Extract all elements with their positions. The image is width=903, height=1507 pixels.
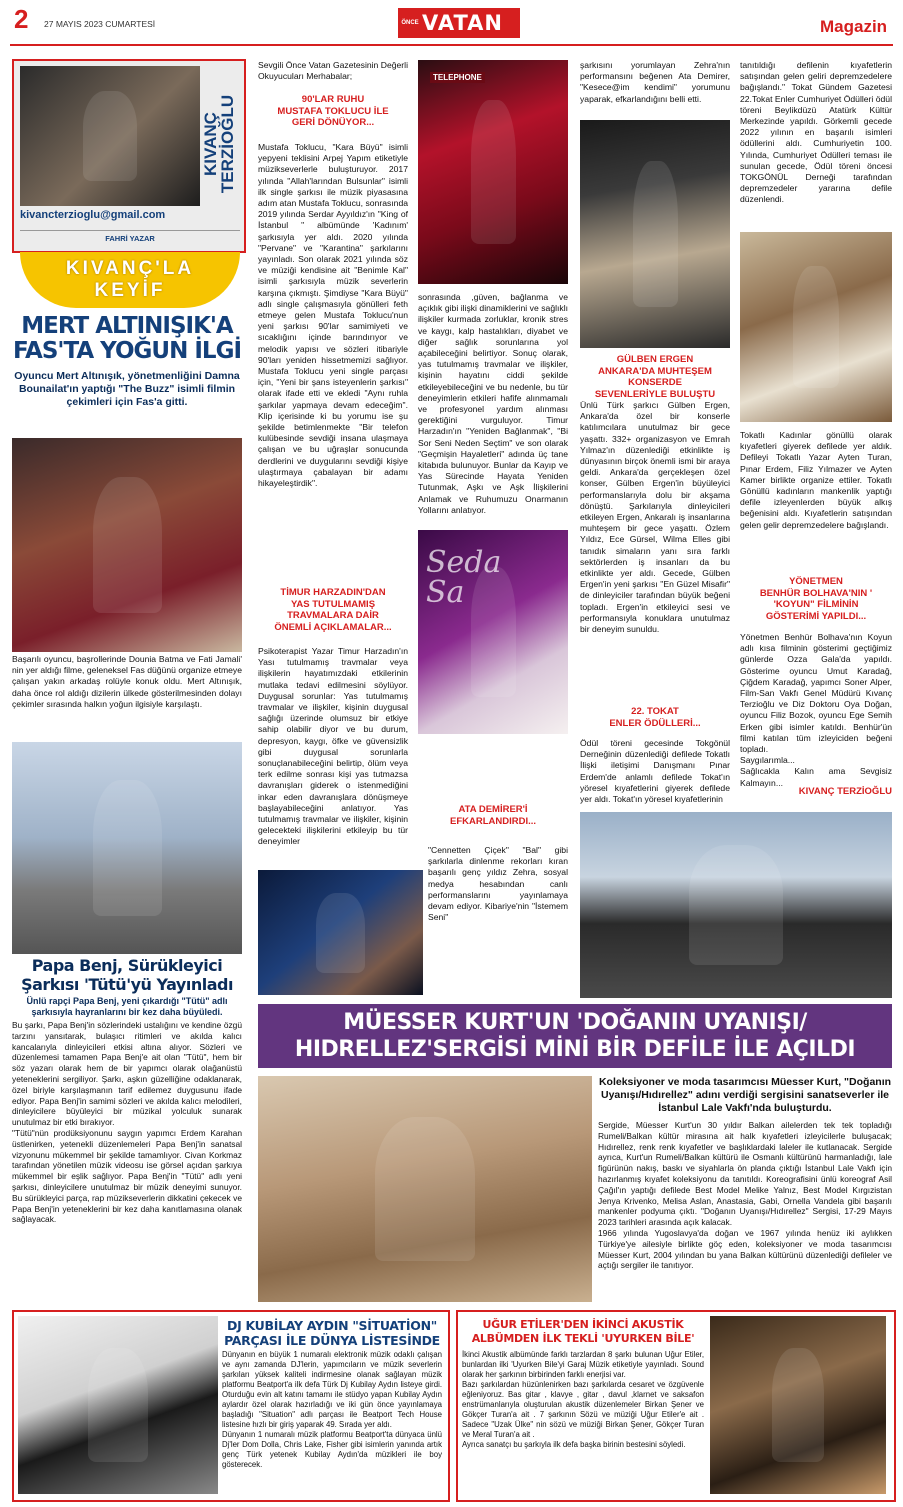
col2-heading1: 90'LAR RUHU MUSTAFA TOKLUCU İLE GERİ DÖNÜYOR... bbox=[277, 94, 389, 128]
kubilay-photo bbox=[18, 1316, 218, 1494]
col3-paragraph2: "Cennetten Çiçek" "Bal" gibi şarkılarla dinlenme rekorları kıran başarılı genç yıldız Zehra, sosyal medya hesabından canlı performanslarını yayınlamaya devam ediyor. Kibariye'nin "İstemem Seni" bbox=[428, 845, 568, 923]
story2-body: Bu şarkı, Papa Benj'in sözlerindeki ustalığını ve kendine özgü tarzını yansıtarak, bulaşıcı ritimleri ve akılda kalıcı kancalarıyla dinleyicileri etkisi altına alıyor. Sözleri ve düzenlemesi tamamen Papa Benj'e ait olan "Tütü", hem bir söz yazarı olarak hem de bir yapımcı olarak olağanüstü yeteneklerini sergiliyor. Şarkı, aşkın güzelliğine odaklanarak, özel biriyle karşılaşmanın tarif edilemez duygusunu ifade ediyor. Papa Benj'in samimi sözleri ve akılda kalıcı melodileri, dinleyicilere büyüleyici bir müzikal yolculuk sunarak unutulmaz bir etki bırakıyor. "Tütü"nün prodüksiyonunu saygın yapımcı Erdem Karahan üstlenirken, yetenekli düzenlemeleri Papa Benj'in sanatsal vizyonunu mükemmel bir şekilde tamamlıyor. Civan Korkmaz tarafından yönetilen müzik videosu ise görsel açıdan şarkıya mükemmel bir eşlik sağlıyor. Papa Benj'in "Tütü" adlı yeni şarkısı, dinleyicilere unutulmaz bir müzik deneyimi sunuyor. Bu sürükleyici parça, rap müzikseverlerin dikkatini çekecek ve Papa Benj'in yeteneklerini bir kez daha kanıtlamasına olanak sağlayacak. bbox=[12, 1020, 242, 1225]
toklucu-phonebooth-photo bbox=[418, 60, 568, 284]
muesser-body: Sergide, Müesser Kurt'un 30 yıldır Balkan ailelerden tek tek topladığı Rumeli/Balkan kültür mirasına ait halk kıyafetleri izleyicilerle buluşacak; Hıdırellez, renk renk kıyafetler ve başlıklardaki laleler ile kutlanacak. Sergide ayrıca, Kurt'un Rumeli/Balkan kültürü ile Osmanlı kültürünü harmanladığı, lale figürünün nakış, baskı ve siyahlarla ön planda çıktığı İstanbul Lale Vakfı için hazırlanmış kıyafet koleksiyonu da tanıtıldı. Koreografisini ünlü koreograf Asil Çağıl'ın yaptığı defilede Best Model Melike Yalnız, Best Model Kırgızistan Jenya Krivenko, Melisa Aslan, Anastasia, Gabi, Ornella Vandela gibi başarılı mankenler podyuma çıktı. "Doğanın Uyanışı/Hıdırellez" Sergisi, 17-29 Mayıs 2023 tarihleri arasında açık kalacak. 1966 yılında Yugoslavya'da doğan ve 1967 yılında henüz iki aylıkken Türkiye'ye ailesiyle birlikte göç eden, koleksiyoner ve moda tasarımcısı Müesser Kurt, 2004 yılından bu yana Balkan kültürünü düzenlediği defileler ve açtığı sergiler ile tanıtıyor. bbox=[598, 1120, 892, 1271]
author-email[interactable]: kivancterzioglu@gmail.com bbox=[20, 209, 166, 221]
header-rule bbox=[10, 44, 893, 46]
col5-paragraph2: Tokatlı Kadınlar gönüllü olarak kıyafetleri giyerek defilede yer aldık. Defileyi Tokatlı Yazar Ayten Turan, Pınar Erdem, Filiz Yılmazer ve Ayten Kamer birlikte organize ettiler. Tokatlı Gönüllü kadınların mankenlik yaptığı defile izleyenlerden büyük alkış beğenisini aldı. Kıyafetlerin satışından gelen gelir depremzedelere bağışlandı. bbox=[740, 430, 892, 530]
story1-lead: Oyuncu Mert Altınışık, yönetmenliğini Damna Bounailat'ın yaptığı "The Buzz" isimli filmin çekimleri için Fas'a gitti. bbox=[14, 370, 240, 408]
col2-intro: Sevgili Önce Vatan Gazetesinin Değerli Okuyucuları Merhabalar; bbox=[258, 60, 408, 82]
col4-paragraph1: şarkısını yorumlayan Zehra'nın performansını beğenen Ata Demirer, "Kesece@im kendimi" yorumunu yaparak, efkarlandığını belli etti. bbox=[580, 60, 730, 104]
story2-lead: Ünlü rapçi Papa Benj, yeni çıkardığı "Tütü" adlı şarkısıyla hayranlarını bir kez daha büyüledi. bbox=[26, 996, 228, 1017]
logo-small-text: ÖNCE bbox=[401, 19, 419, 26]
col4-heading2: 22. TOKAT ENLER ÖDÜLLERİ... bbox=[609, 706, 701, 729]
author-role: FAHRİ YAZAR bbox=[20, 230, 240, 243]
author-signature: KIVANÇ TERZİOĞLU bbox=[798, 786, 892, 797]
masthead-logo[interactable] bbox=[398, 8, 520, 38]
story1-title: MERT ALTINIŞIK'A FAS'TA YOĞUN İLGİ bbox=[12, 313, 242, 364]
col2-paragraph2: Psikoterapist Yazar Timur Harzadın'ın Yası tutulmamış travmalar veya ilişkilerin hayatımızdaki etkilerinin mutlaka tedavi edilmesini söylüyor. Duygusal sorunlar: Yas tutulmamış travmalar ve ilişkiler, kişinin duygusal sağlığı üzerinde olumsuz bir etkiye sahip olabilir diyor ve bu durum, depresyon, kaygı, öfke ve güvensizlik gibi duygusal sorunlarla sonuçlanabileceğini belirtip, ölüm veya terk edilme sonrası kişi yas tutmazsa davranışları giderek o istenmediğini inkar eden davranışlara dönüşmeye başlayabileceğini anlatıyor. Yas tutulmamış travmalar ve ilişkiler, kişinin gelecekteki ilişkilerini etkileyip bu tür deneyimler bbox=[258, 646, 408, 847]
ugur-title: UĞUR ETİLER'DEN İKİNCİ AKUSTİK ALBÜMDEN İLK TEKLİ 'UYURKEN BİLE' bbox=[471, 1318, 695, 1345]
muesser-banner bbox=[258, 1004, 892, 1068]
koyun-premiere-group-photo bbox=[580, 812, 892, 998]
section-name: Magazin bbox=[820, 17, 888, 36]
col3-heading: ATA DEMİRER'İ EFKARLANDIRDI... bbox=[449, 804, 537, 827]
col4-paragraph3: Ödül töreni gecesinde Tokgönül Derneğinin düzenlediği defilede Tokatlı İlişki iletişimi Danışmanı Pınar Erdem'de anlamlı defilede Tokat'ın yöresel kıyafetlerini giyerek defilede yer aldı. Tokat'ın yöresel kıyafetlerinin bbox=[580, 738, 730, 805]
col2-heading2: TİMUR HARZADIN'DAN YAS TUTULMAMIŞ TRAVMALARA DAİR ÖNEMLİ AÇIKLAMALAR... bbox=[274, 587, 392, 633]
muesser-banner-title: MÜESSER KURT'UN 'DOĞANIN UYANIŞI/ HIDRELLEZ'SERGİSİ MİNİ BİR DEFİLE İLE AÇILDI bbox=[294, 1010, 856, 1062]
author-photo bbox=[20, 66, 200, 206]
column-banner: KIVANÇ'LA KEYİF bbox=[20, 252, 240, 308]
col3-paragraph1-end bbox=[418, 738, 568, 780]
ata-demirer-photo bbox=[258, 870, 423, 995]
col5-heading: YÖNETMEN BENHÜR BOLHAVA'NIN ' 'KOYUN" FİLMİNİN GÖSTERİMİ YAPILDI... bbox=[759, 576, 873, 622]
author-name-line2: TERZİOĞLU bbox=[218, 94, 237, 194]
kubilay-body: Dünyanın en büyük 1 numaralı elektronik müzik odaklı çalışan ve aynı zamanda DJ'lerin, yapımcıların ve müzik severlerin şarkıları yüksek kaliteli indirmesine olanak sağlayan müzik platformu Beatport'a ilk defa Türk Dj Kubilay Aydın listeye girdi. Oturduğu evin alt katını tamamı ile stüdyo yapan Kubilay Aydın aylardır özel olarak hazırladığı ve iki gün önce yayınlamaya başladığı "Situation" adlı parçası ile Beatport Tech House listesine hızlı bir giriş yaparak 49. Sırada yer aldı. Dünyanın 1 numaralı müzik platformu Beatport'ta dünyaca ünlü Dj'ler Dom Dolla, Chris Lake, Fisher gibi isimlerin yanında artık genç Türk yetenek Kubilay Aydın'da müzikleri ile boy gösterecek. bbox=[222, 1350, 442, 1469]
story2-title: Papa Benj, Sürükleyici Şarkısı 'Tütü'yü Yayınladı bbox=[21, 956, 233, 994]
author-name bbox=[200, 64, 238, 224]
ugur-body: İkinci Akustik albümünde farklı tarzlardan 8 şarkı bulunan Uğur Etiler, bunlardan ilki 'Uyurken Bile'yi Garaj Müzik etiketiyle yayınladı. Sound olarak her şarkının birbirinden farklı enerjisi var. Bazı şarkılardan hüzünlenirken bazı şarkılarda cesaret ve özgüvenle eğleniyoruz. Bas gitar , klavye , gitar , davul ,klarnet ve saksafon enstrümanlarıyla oluşturulan akustik düzenlemeler Birkan Şener ve Gökçer Turan'a ait . 7 şarkının Sözü ve müziği Uğur Etiler'e ait . Sadece "Uzak Ülke" nin sözü ve müziği Birkan Şener, Gökçer Turan ve Meral Turan'a ait . Ayrıca sanatçı bu şarkıyla ilk defa başka birinin bestesini söyledi. bbox=[462, 1350, 704, 1449]
issue-date: 27 MAYIS 2023 CUMARTESİ bbox=[44, 19, 156, 29]
story1-body: Başarılı oyuncu, başrollerinde Dounia Batma ve Fati Jamali' nin yer aldığı filme, geleneksel Fas düğünü organize etmeye çalışan yakın arkadaş rolüyle konuk oldu. Mert Altınışık, daha önce rol aldığı dizilerin ülkede gösterilmesinden dolayı çekimler sırasında halkın yoğun ilgisiyle karşılaştı. bbox=[12, 654, 242, 709]
story1-photo bbox=[12, 438, 242, 652]
col5-paragraph3: Yönetmen Benhür Bolhava'nın Koyun adlı kısa filminin gösterimi geçtiğimiz günlerde Ozza Gala'da yapıldı. Gösterime oyuncu Umut Karadağ, Çiğdem Karadağ, yapımcı Soner Alper, Film-San Vakfı Genel Müdürü Kıvanç Terzioğlu ve Diz Doktoru Oya Doğan, oyuncu Filiz Bozok, oyuncu Ege Semih Erken gibi isimler katıldı. Benhür'ün filmi katılan tüm izleyiciden beğeni topladı. Saygılarımla... Sağlıcakla Kalın ama Sevgisiz Kalmayın... bbox=[740, 632, 892, 788]
timur-harzadin-photo bbox=[418, 530, 568, 734]
story2-photo bbox=[12, 742, 242, 954]
page-number: 2 bbox=[14, 4, 29, 34]
col4-paragraph2: Ünlü Türk şarkıcı Gülben Ergen, Ankara'da özel bir konserle katılımcılara unutulmaz bir gece yaşattı. 332+ organizasyon ve Emrah Yılmaz'ın düzenlediği etkinlikte iş dünyasının birçok önemli ismi bir araya geldi. Ankara'da gerçekleşen özel konser, Gülben Ergen'in büyüleyici performanslarıyla dolu bir akşama dönüştü. Şarkılarıyla dinleyicileri etkileyen Ergen, Ankaralı iş insanlarına muhteşem bir gece yaşattı. Özlem Yıldız, Ece Gürsel, Wilma Elles gibi tanıdık simaların yanı sıra farklı sektörlerden iş insanları da bu etkinlikte yer aldı. Gecede, Gülben Ergen'in yeni şarkısı "En Güzel Misafir" de dinleyiciler tarafından büyük beğeni topladı. Ergen'in etkileyici sesi ve performansıyla konuklara unutulmaz bir deneyim sunuldu. bbox=[580, 400, 730, 635]
photo-backdrop-text: Seda Sa bbox=[426, 545, 502, 610]
author-name-line1: KIVANÇ bbox=[201, 112, 220, 176]
col4-heading1: GÜLBEN ERGEN ANKARA'DA MUHTEŞEM KONSERDE SEVENLERİYLE BULUŞTU bbox=[594, 354, 716, 400]
col2-paragraph1: Mustafa Toklucu, "Kara Büyü" isimli yepyeni teklisini Arpej Yapım etiketiyle müzikseverlerle buluşturuyor. 2017 yılında "Allah'larından Bulsunlar" isimli ilk single şarkısı ile müzik piyasasına adım atan Mustafa Toklucu, sonrasında 2019 yılında Serdar Ayyıldız'ın "King of İstanbul " albümünde 'Kadınım' şarkısıyla yer aldı. 2020 yılında "Pervane" ve "Karantina" şarkılarını yayınladı. Son olarak 2021 yılında söz ve müziği kendisine ait "Benimle Kal" isimli şarkısıyla müzik severlerin karşına çıkmıştı. Şimdiyse "Kara Büyü" adlı single çalışmasıyla gönülleri feth etmeye gelen Mustafa Toklucu'nun yeni şarkısı 90'lar samimiyeti ve sıcaklığını içinde barındırıyor ve melodik yapısı ve sözleri itibariyle 90'ları yeniden hissetmemizi sağlıyor. Mustafa Toklucu yeni single parçası için, "Yeni bir şans isteyenlerin şarkısı" olarak ifade etti ve ekledi "Aynı ruhla şarkılar yapmaya devam edeceğim". Klip içerisinde ki bu yorumu ise şu şekilde betimlenmekte "Bir telefon kulübesinde sevdiği insana ulaşmaya çalışan ve bu uğraşlar sonucunda derdlerini ve duygularını sevdiği kişiye ulaştırmaya çabalayan bir adamı hikayeleştirdik". bbox=[258, 142, 408, 489]
ugur-etiler-photo bbox=[710, 1316, 886, 1494]
col5-paragraph1: tanıtıldığı defilenin kıyafetlerin satışından gelen geliri depremzedelere bağışlandı." Tokat Gündem Gazetesi 22.Tokat Enler Cumhuriyet Ödülleri ödül töreni Beylikdüzü Atatürk Kültür Merkezinde yapıldı. Görkemli gecede 2022 yılının en başarılı isimleri ödüllerini aldı. Cumhuriyetin 100. Yılında, Cumhuriyet Ödülleri teması ile sunulan gecede, Ödül töreni öncesi TOKGÖNÜL Derneği tarafından depremzedeler yararına defile düzenlendi. bbox=[740, 60, 892, 205]
phonebooth-sign: TELEPHONE bbox=[430, 72, 485, 83]
muesser-defile-photo bbox=[258, 1076, 592, 1302]
muesser-lead: Koleksiyoner ve moda tasarımcısı Müesser Kurt, "Doğanın Uyanışı/Hıdırellez" adını verdiği sergisini sanatseverler ile İstanbul Lale Vakfı'nda buluşturdu. bbox=[598, 1076, 892, 1114]
kubilay-title: DJ KUBİLAY AYDIN "SİTUATİON" PARÇASI İLE DÜNYA LİSTESİNDE bbox=[224, 1318, 440, 1348]
tokat-defile-photo bbox=[740, 232, 892, 422]
gulben-ergen-photo bbox=[580, 120, 730, 348]
logo-text: VATAN bbox=[422, 11, 503, 35]
col3-paragraph1: sonrasında ,güven, bağlanma ve açıklık gibi ilişki dinamiklerini ve sağlıklı ilişkiler kurmada zorluklar, kronik stres ve kaygı, kalp hastalıkları, diyabet ve diğer sağlık sorunlarına yol açabileceğini belirtiyor. Sonuç olarak, yas tutulmamış travmalar ve ilişkiler, kişinin hayatını ciddi şekilde etkileyebileceğini ve bu nedenle, bu tür deneyimlerin etkileri hafife alınmamalı ve profesyonel yardım alınması gerektiğini vurguluyor. Timur Harzadın'ın "Yeniden Bağlanmak", "Bi Sor Seni Neden Seçtim" ve son olarak "Geçmişin Hayaletleri" adında üç tane kitabıda bulunuyor. Bunlar da Kayıp ve Yas Sürecinde Hayata Yeniden Tutunmak, Aşkı ve Aşk İlişkilerini Anlamak ve Ruhumuzu Onarmanın Yollarını anlatıyor. bbox=[418, 292, 568, 515]
